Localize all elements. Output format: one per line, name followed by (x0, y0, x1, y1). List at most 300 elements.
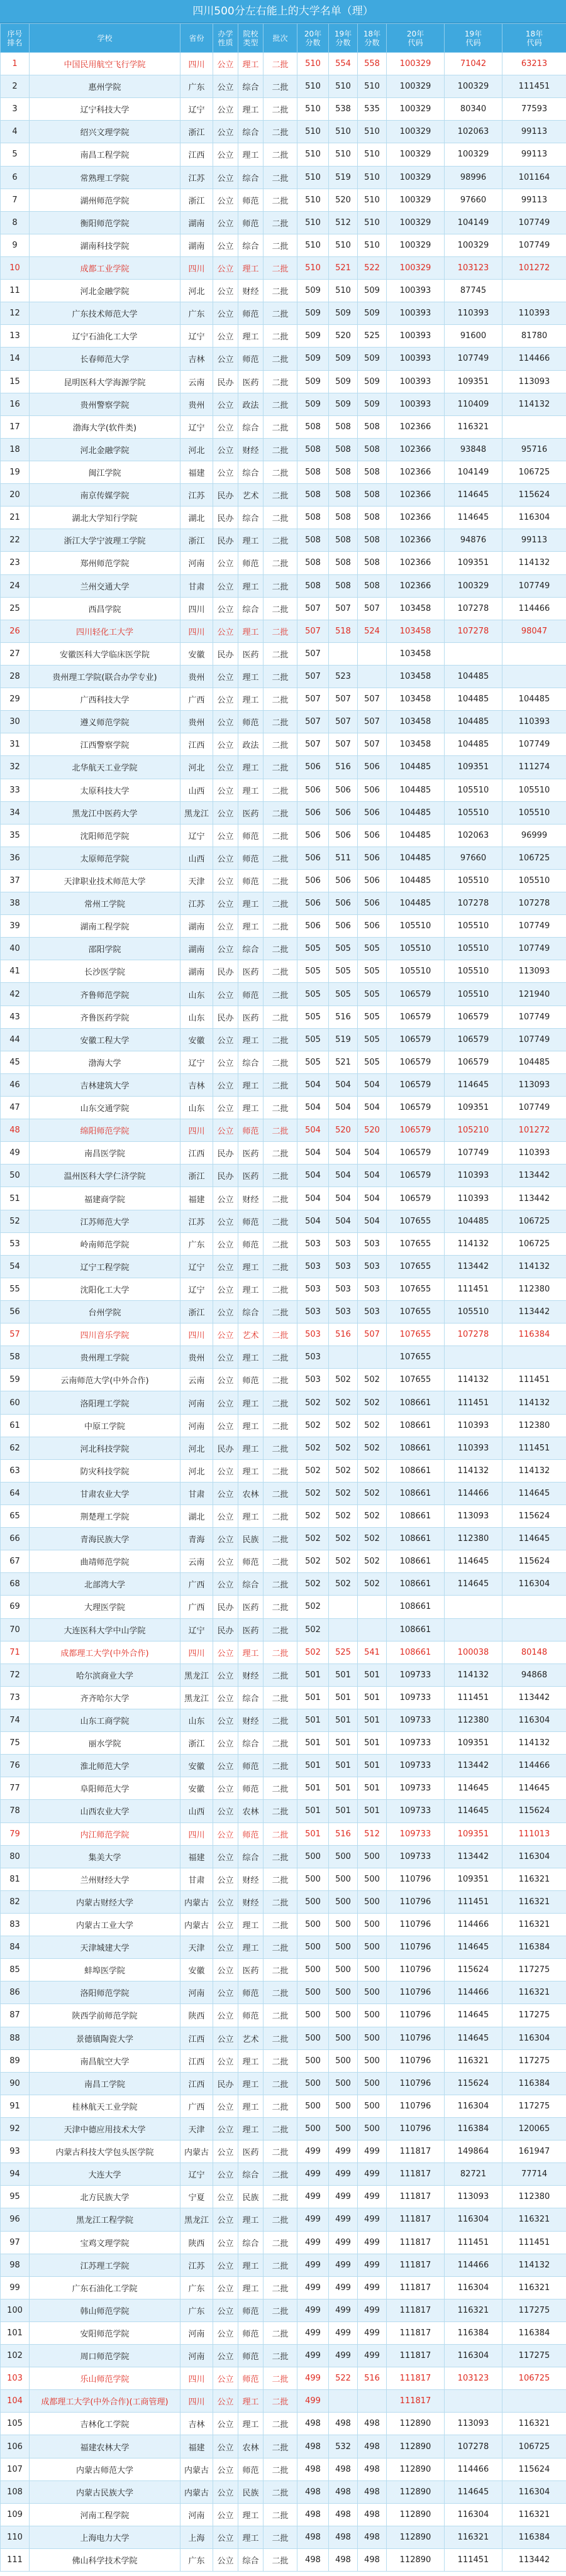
code-2018-cell: 99113 (502, 121, 566, 143)
nature-cell: 公立 (213, 2027, 238, 2049)
type-cell: 理工 (238, 574, 264, 597)
rank-cell: 63 (1, 1459, 30, 1482)
school-cell: 上海电力大学 (30, 2526, 180, 2548)
type-cell: 农林 (238, 1482, 264, 1504)
code-2019-cell: 110393 (445, 302, 502, 325)
code-2020-cell: 107655 (387, 1210, 445, 1232)
nature-cell: 公立 (213, 983, 238, 1006)
rank-cell: 87 (1, 2004, 30, 2027)
nature-cell: 公立 (213, 2186, 238, 2208)
school-cell: 洛阳理工学院 (30, 1391, 180, 1414)
school-cell: 南京传媒学院 (30, 484, 180, 507)
rank-cell: 100 (1, 2299, 30, 2321)
score-2018-cell: 520 (358, 1119, 387, 1142)
province-cell: 湖南 (180, 234, 213, 256)
batch-cell: 二批 (264, 1232, 297, 1255)
code-2018-cell: 101164 (502, 166, 566, 189)
school-cell: 遵义师范学院 (30, 711, 180, 733)
batch-cell: 二批 (264, 756, 297, 779)
score-2020-cell: 503 (297, 1369, 329, 1391)
province-cell: 广东 (180, 1232, 213, 1255)
code-2018-cell: 107749 (502, 1097, 566, 1119)
type-cell: 理工 (238, 2390, 264, 2413)
school-cell: 青海民族大学 (30, 1528, 180, 1550)
table-row (1, 665, 566, 688)
type-cell: 财经 (238, 1709, 264, 1731)
code-2018-cell: 81780 (502, 325, 566, 348)
table-row (1, 2345, 566, 2367)
school-cell: 周口师范学院 (30, 2345, 180, 2367)
column-header: 学校 (30, 24, 180, 53)
province-cell: 河北 (180, 1437, 213, 1459)
code-2019-cell: 104485 (445, 711, 502, 733)
score-2019-cell: 499 (329, 2254, 358, 2276)
nature-cell: 公立 (213, 2117, 238, 2140)
score-2020-cell: 499 (297, 2208, 329, 2231)
rank-cell: 9 (1, 234, 30, 256)
rank-cell: 96 (1, 2208, 30, 2231)
province-cell: 河南 (180, 1414, 213, 1437)
score-2019-cell: 512 (329, 211, 358, 234)
batch-cell: 二批 (264, 1505, 297, 1528)
province-cell: 甘肃 (180, 1868, 213, 1890)
province-cell: 浙江 (180, 1732, 213, 1755)
score-2018-cell: 504 (358, 1097, 387, 1119)
code-2020-cell: 110796 (387, 2027, 445, 2049)
code-2020-cell: 103458 (387, 688, 445, 711)
code-2020-cell: 108661 (387, 1618, 445, 1641)
province-cell: 天津 (180, 1936, 213, 1959)
score-2019-cell: 510 (329, 234, 358, 256)
batch-cell: 二批 (264, 597, 297, 620)
code-2019-cell: 100329 (445, 574, 502, 597)
code-2019-cell: 94876 (445, 529, 502, 552)
type-cell: 理工 (238, 98, 264, 121)
school-cell: 福建农林大学 (30, 2435, 180, 2458)
nature-cell: 公立 (213, 1278, 238, 1300)
code-2019-cell: 97660 (445, 847, 502, 869)
score-2019-cell: 500 (329, 2095, 358, 2117)
code-2019-cell: 116304 (445, 2095, 502, 2117)
type-cell: 师范 (238, 2367, 264, 2390)
type-cell: 师范 (238, 302, 264, 325)
table-row (1, 2549, 566, 2572)
code-2020-cell: 106579 (387, 1097, 445, 1119)
table-row (1, 938, 566, 960)
code-2019-cell: 113093 (445, 2413, 502, 2435)
province-cell: 四川 (180, 2367, 213, 2390)
type-cell: 理工 (238, 1459, 264, 1482)
score-2020-cell: 499 (297, 2345, 329, 2367)
score-2019-cell: 520 (329, 325, 358, 348)
table-row (1, 256, 566, 279)
province-cell: 吉林 (180, 1073, 213, 1096)
batch-cell: 二批 (264, 892, 297, 915)
score-2019-cell: 510 (329, 143, 358, 166)
code-2019-cell: 109351 (445, 1868, 502, 1890)
score-2020-cell: 498 (297, 2435, 329, 2458)
table-row (1, 1573, 566, 1596)
code-2020-cell: 108661 (387, 1414, 445, 1437)
school-cell: 江西警察学院 (30, 733, 180, 756)
school-cell: 广东技术师范大学 (30, 302, 180, 325)
score-2020-cell: 506 (297, 892, 329, 915)
code-2018-cell: 116321 (502, 2413, 566, 2435)
nature-cell: 公立 (213, 2049, 238, 2072)
school-cell: 贵州理工学院 (30, 1346, 180, 1369)
score-2018-cell: 508 (358, 552, 387, 574)
score-2020-cell: 503 (297, 1232, 329, 1255)
code-2018-cell: 104485 (502, 688, 566, 711)
score-2019-cell: 506 (329, 869, 358, 892)
score-2018-cell: 500 (358, 2117, 387, 2140)
code-2020-cell: 112890 (387, 2413, 445, 2435)
code-2018-cell: 120065 (502, 2117, 566, 2140)
school-cell: 昆明医科大学海源学院 (30, 370, 180, 393)
province-cell: 湖南 (180, 211, 213, 234)
code-2018-cell: 115624 (502, 1800, 566, 1822)
score-2019-cell: 501 (329, 1755, 358, 1777)
type-cell: 民族 (238, 2186, 264, 2208)
school-cell: 邵阳学院 (30, 938, 180, 960)
province-cell: 江苏 (180, 1210, 213, 1232)
batch-cell: 二批 (264, 2526, 297, 2548)
score-2018-cell: 510 (358, 143, 387, 166)
code-2020-cell: 110796 (387, 2095, 445, 2117)
code-2020-cell: 107655 (387, 1278, 445, 1300)
rank-cell: 79 (1, 1822, 30, 1845)
score-2019-cell: 500 (329, 1868, 358, 1890)
code-2020-cell: 111817 (387, 2367, 445, 2390)
type-cell: 政法 (238, 733, 264, 756)
rank-cell: 62 (1, 1437, 30, 1459)
score-2019-cell: 500 (329, 2027, 358, 2049)
score-2020-cell: 502 (297, 1641, 329, 1663)
score-2019-cell: 504 (329, 1142, 358, 1165)
score-2019-cell: 510 (329, 75, 358, 98)
code-2018-cell: 111013 (502, 1822, 566, 1845)
table-row (1, 438, 566, 461)
province-cell: 安徽 (180, 1777, 213, 1800)
score-2020-cell: 506 (297, 824, 329, 847)
score-2018-cell: 512 (358, 1822, 387, 1845)
code-2018-cell: 113093 (502, 960, 566, 983)
type-cell: 理工 (238, 1505, 264, 1528)
province-cell: 河南 (180, 1391, 213, 1414)
score-2018-cell: 508 (358, 529, 387, 552)
school-cell: 阜阳师范大学 (30, 1777, 180, 1800)
score-2020-cell: 501 (297, 1732, 329, 1755)
score-2019-cell: 499 (329, 2345, 358, 2367)
type-cell: 师范 (238, 2458, 264, 2480)
code-2019-cell: 113442 (445, 1255, 502, 1278)
school-cell: 广西科技大学 (30, 688, 180, 711)
score-2018-cell: 500 (358, 2049, 387, 2072)
score-2018-cell: 509 (358, 302, 387, 325)
score-2019-cell: 506 (329, 779, 358, 801)
nature-cell: 民办 (213, 1596, 238, 1618)
type-cell: 师范 (238, 2321, 264, 2344)
table-row (1, 1482, 566, 1504)
province-cell: 广西 (180, 1596, 213, 1618)
code-2019-cell: 107278 (445, 620, 502, 642)
code-2020-cell: 106579 (387, 1006, 445, 1028)
province-cell: 辽宁 (180, 824, 213, 847)
rank-cell: 44 (1, 1028, 30, 1051)
rank-cell: 68 (1, 1573, 30, 1596)
table-row (1, 847, 566, 869)
school-cell: 常熟理工学院 (30, 166, 180, 189)
score-2019-cell: 507 (329, 597, 358, 620)
score-2020-cell: 505 (297, 938, 329, 960)
rank-cell: 41 (1, 960, 30, 983)
school-cell: 岭南师范学院 (30, 1232, 180, 1255)
type-cell: 师范 (238, 1210, 264, 1232)
score-2019-cell: 508 (329, 438, 358, 461)
score-2018-cell: 509 (358, 348, 387, 370)
rank-cell: 108 (1, 2480, 30, 2503)
code-2020-cell: 107655 (387, 1255, 445, 1278)
nature-cell: 公立 (213, 1255, 238, 1278)
code-2018-cell: 113442 (502, 1187, 566, 1210)
province-cell: 甘肃 (180, 574, 213, 597)
type-cell: 医药 (238, 642, 264, 665)
score-2018-cell: 510 (358, 121, 387, 143)
province-cell: 宁夏 (180, 2186, 213, 2208)
rank-cell: 17 (1, 415, 30, 438)
province-cell: 河北 (180, 280, 213, 302)
code-2020-cell: 108661 (387, 1528, 445, 1550)
score-2019-cell: 500 (329, 1845, 358, 1868)
table-row (1, 1663, 566, 1686)
table-row (1, 2049, 566, 2072)
code-2019-cell: 116304 (445, 2208, 502, 2231)
school-cell: 北华航天工业学院 (30, 756, 180, 779)
school-cell: 宝鸡文理学院 (30, 2231, 180, 2254)
code-2019-cell: 104485 (445, 1210, 502, 1232)
code-2020-cell: 109733 (387, 1822, 445, 1845)
code-2018-cell: 114132 (502, 1459, 566, 1482)
type-cell: 医药 (238, 960, 264, 983)
nature-cell: 公立 (213, 1573, 238, 1596)
rank-cell: 104 (1, 2390, 30, 2413)
score-2019-cell: 502 (329, 1459, 358, 1482)
table-row (1, 1301, 566, 1324)
rank-cell: 19 (1, 461, 30, 483)
type-cell: 综合 (238, 234, 264, 256)
school-cell: 闽江学院 (30, 461, 180, 483)
school-cell: 湖南工程学院 (30, 915, 180, 938)
rank-cell: 95 (1, 2186, 30, 2208)
school-cell: 兰州交通大学 (30, 574, 180, 597)
code-2020-cell: 103458 (387, 665, 445, 688)
type-cell: 民族 (238, 2480, 264, 2503)
table-row (1, 1232, 566, 1255)
score-2018-cell: 501 (358, 1709, 387, 1731)
type-cell: 理工 (238, 756, 264, 779)
score-2020-cell: 499 (297, 2231, 329, 2254)
table-row (1, 189, 566, 211)
rank-cell: 25 (1, 597, 30, 620)
province-cell: 河南 (180, 2503, 213, 2526)
nature-cell: 公立 (213, 733, 238, 756)
nature-cell: 公立 (213, 280, 238, 302)
score-2019-cell: 554 (329, 53, 358, 75)
rank-cell: 49 (1, 1142, 30, 1165)
table-row (1, 1528, 566, 1550)
score-2020-cell: 507 (297, 620, 329, 642)
batch-cell: 二批 (264, 1550, 297, 1573)
type-cell: 理工 (238, 1641, 264, 1663)
code-2020-cell: 112890 (387, 2435, 445, 2458)
code-2018-cell: 113442 (502, 1686, 566, 1709)
nature-cell: 公立 (213, 620, 238, 642)
score-2018-cell: 498 (358, 2549, 387, 2572)
code-2018-cell: 116304 (502, 1709, 566, 1731)
score-2019-cell: 516 (329, 1822, 358, 1845)
batch-cell: 二批 (264, 143, 297, 166)
score-2019-cell: 499 (329, 2321, 358, 2344)
code-2018-cell: 114132 (502, 552, 566, 574)
code-2019-cell: 104485 (445, 665, 502, 688)
score-2018-cell: 499 (358, 2208, 387, 2231)
code-2018-cell: 116384 (502, 2072, 566, 2095)
school-cell: 沈阳化工大学 (30, 1278, 180, 1300)
nature-cell: 公立 (213, 1482, 238, 1504)
rank-cell: 22 (1, 529, 30, 552)
code-2018-cell: 117275 (502, 2049, 566, 2072)
score-2020-cell: 504 (297, 1119, 329, 1142)
batch-cell: 二批 (264, 869, 297, 892)
school-cell: 内蒙古财经大学 (30, 1890, 180, 1913)
type-cell: 理工 (238, 620, 264, 642)
score-2019-cell (329, 1596, 358, 1618)
province-cell: 贵州 (180, 665, 213, 688)
type-cell: 师范 (238, 1981, 264, 2004)
score-2018-cell: 501 (358, 1663, 387, 1686)
score-2020-cell: 503 (297, 1255, 329, 1278)
province-cell: 江苏 (180, 166, 213, 189)
code-2019-cell: 97660 (445, 189, 502, 211)
code-2019-cell: 114645 (445, 1936, 502, 1959)
type-cell: 理工 (238, 143, 264, 166)
province-cell: 山东 (180, 983, 213, 1006)
rank-cell: 91 (1, 2095, 30, 2117)
batch-cell: 二批 (264, 280, 297, 302)
score-2020-cell: 509 (297, 325, 329, 348)
nature-cell: 民办 (213, 642, 238, 665)
score-2020-cell: 509 (297, 302, 329, 325)
code-2019-cell: 114466 (445, 1482, 502, 1504)
batch-cell: 二批 (264, 2117, 297, 2140)
code-2018-cell: 116321 (502, 2503, 566, 2526)
table-row (1, 2163, 566, 2186)
batch-cell: 二批 (264, 1596, 297, 1618)
code-2019-cell: 113093 (445, 2186, 502, 2208)
score-2018-cell: 499 (358, 2231, 387, 2254)
score-2020-cell: 502 (297, 1505, 329, 1528)
nature-cell: 公立 (213, 2549, 238, 2572)
score-2018-cell: 503 (358, 1278, 387, 1300)
code-2019-cell: 102063 (445, 824, 502, 847)
code-2019-cell: 111451 (445, 1278, 502, 1300)
score-2020-cell: 506 (297, 847, 329, 869)
score-2020-cell: 506 (297, 869, 329, 892)
province-cell: 辽宁 (180, 2163, 213, 2186)
score-2018-cell: 506 (358, 847, 387, 869)
batch-cell: 二批 (264, 2458, 297, 2480)
score-2019-cell: 502 (329, 1573, 358, 1596)
batch-cell: 二批 (264, 1777, 297, 1800)
score-2020-cell: 499 (297, 2276, 329, 2299)
table-row (1, 983, 566, 1006)
batch-cell: 二批 (264, 484, 297, 507)
table-row (1, 552, 566, 574)
table-row (1, 348, 566, 370)
nature-cell: 公立 (213, 1686, 238, 1709)
rank-cell: 61 (1, 1414, 30, 1437)
province-cell: 山西 (180, 779, 213, 801)
batch-cell: 二批 (264, 1459, 297, 1482)
rank-cell: 92 (1, 2117, 30, 2140)
table-row (1, 1324, 566, 1346)
rank-cell: 10 (1, 256, 30, 279)
nature-cell: 公立 (213, 1845, 238, 1868)
score-2018-cell: 500 (358, 1936, 387, 1959)
rank-cell: 16 (1, 393, 30, 415)
province-cell: 内蒙古 (180, 2480, 213, 2503)
type-cell: 理工 (238, 256, 264, 279)
score-2020-cell: 499 (297, 2390, 329, 2413)
score-2018-cell: 502 (358, 1391, 387, 1414)
table-row (1, 892, 566, 915)
score-2018-cell: 506 (358, 801, 387, 824)
score-2018-cell: 500 (358, 2095, 387, 2117)
nature-cell: 民办 (213, 2072, 238, 2095)
score-2020-cell: 503 (297, 1301, 329, 1324)
code-2018-cell: 106725 (502, 1210, 566, 1232)
school-cell: 内蒙古民族大学 (30, 2480, 180, 2503)
rank-cell: 56 (1, 1301, 30, 1324)
score-2020-cell: 500 (297, 1981, 329, 2004)
column-header: 序号 排名 (1, 24, 30, 53)
school-cell: 黑龙江中医药大学 (30, 801, 180, 824)
code-2020-cell: 104485 (387, 869, 445, 892)
nature-cell: 公立 (213, 1119, 238, 1142)
province-cell: 广西 (180, 1573, 213, 1596)
province-cell: 浙江 (180, 1301, 213, 1324)
score-2018-cell: 500 (358, 1913, 387, 1936)
type-cell: 师范 (238, 1822, 264, 1845)
rank-cell: 58 (1, 1346, 30, 1369)
code-2018-cell: 114466 (502, 597, 566, 620)
table-row (1, 2072, 566, 2095)
batch-cell: 二批 (264, 529, 297, 552)
code-2018-cell: 95716 (502, 438, 566, 461)
type-cell: 理工 (238, 2072, 264, 2095)
nature-cell: 公立 (213, 393, 238, 415)
province-cell: 四川 (180, 1324, 213, 1346)
code-2018-cell: 111451 (502, 1437, 566, 1459)
page-title: 四川500分左右能上的大学名单（理） (0, 0, 566, 23)
score-2018-cell: 516 (358, 2367, 387, 2390)
rank-cell: 51 (1, 1187, 30, 1210)
rank-cell: 105 (1, 2413, 30, 2435)
code-2018-cell: 112380 (502, 1278, 566, 1300)
score-2018-cell: 541 (358, 1641, 387, 1663)
header-row (1, 24, 566, 53)
code-2020-cell: 109733 (387, 1686, 445, 1709)
